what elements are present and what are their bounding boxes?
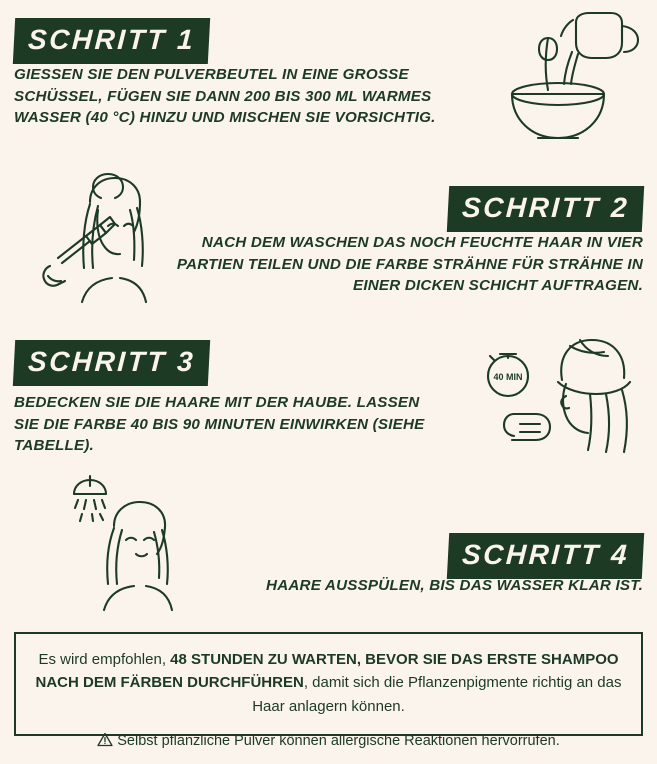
woman-applying-color-with-brush-icon [38,162,188,317]
step-1-text: GIESSEN SIE DEN PULVERBEUTEL IN EINE GROSSE SCHÜSSEL, FÜGEN SIE DANN 200 BIS 300 ML WARMES WASSER (40 °C) HINZU UND MISCHEN SIE VORSICHTIG. [14,66,436,127]
note-bold: 48 STUNDEN ZU WARTEN, BEVOR SIE DAS ERSTE SHAMPOO NACH DEM FÄRBEN DURCHFÜHREN [35,651,619,692]
allergy-warning-text: Selbst pflanzliche Pulver können allergische Reaktionen hervorrufen. [117,733,560,749]
step-2-badge: SCHRITT 2 [447,186,645,232]
woman-rinsing-under-shower-icon [52,470,202,625]
note-tail: , damit sich die Pflanzenpigmente richtig an das Haar anlagern können. [252,674,622,715]
step-4-text: HAARE AUSSPÜLEN, BIS DAS WASSER KLAR IST. [266,577,643,594]
warning-triangle-icon [97,732,113,751]
step-4-badge: SCHRITT 4 [447,533,645,579]
bowl-with-pitcher-icon [468,8,648,153]
step-3-badge: SCHRITT 3 [13,340,211,386]
step-3-text: BEDECKEN SIE DIE HAARE MIT DER HAUBE. LASSEN SIE DIE FARBE 40 BIS 90 MINUTEN EINWIRKEN (SIEHE TABELLE). [14,394,425,455]
note-lead: Es wird empfohlen, [38,651,171,668]
step-2-text: NACH DEM WASCHEN DAS NOCH FEUCHTE HAAR IN VIER PARTIEN TEILEN UND DIE FARBE STRÄHNE FÜR STRÄHNE IN EINER DICKEN SCHICHT AUFTRAGEN. [176,234,643,295]
step-1-badge: SCHRITT 1 [13,18,211,64]
allergy-warning [0,732,657,751]
woman-with-cap-and-timer-icon [470,332,645,487]
recommendation-note [14,632,643,736]
timer-label: 40 MIN [493,372,523,382]
